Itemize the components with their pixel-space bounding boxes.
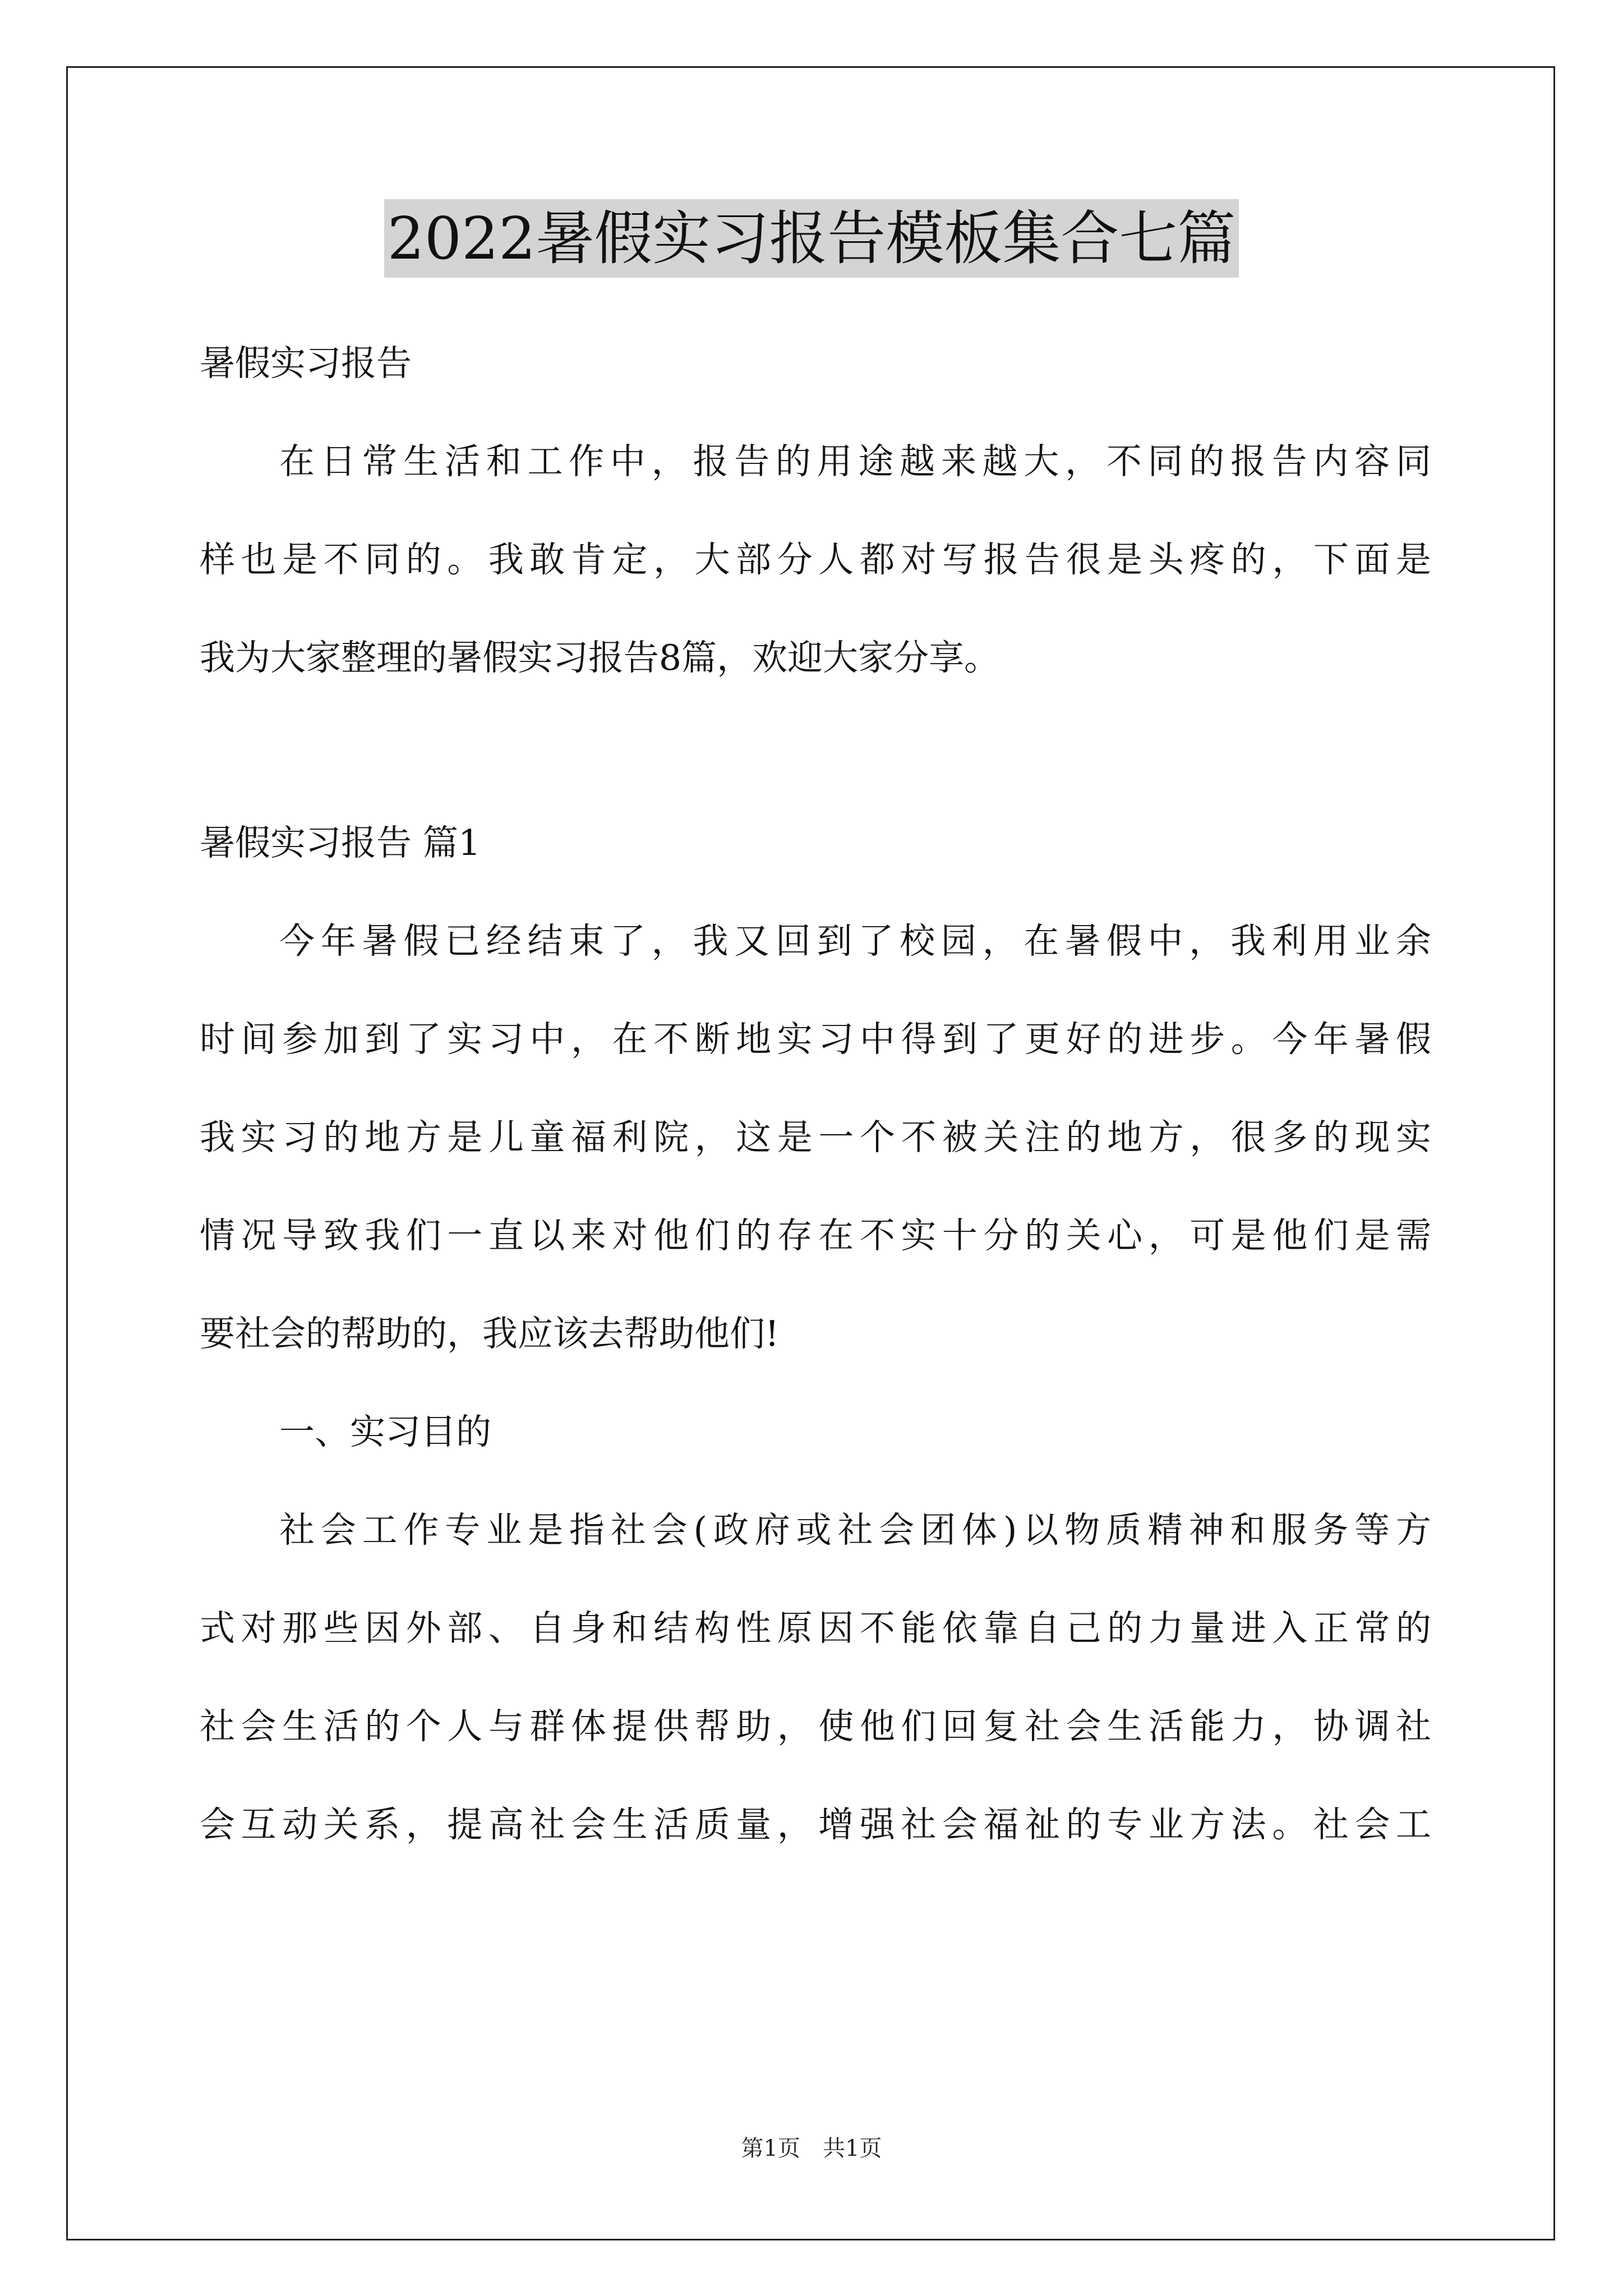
document-title: 2022暑假实习报告模板集合七篇 <box>384 199 1239 278</box>
paragraph-line: 社会工作专业是指社会(政府或社会团体)以物质精神和服务等方 <box>279 1510 1431 1550</box>
paragraph-line: 情况导致我们一直以来对他们的存在不实十分的关心，可是他们是需 <box>200 1215 1431 1256</box>
paragraph-line: 时间参加到了实习中，在不断地实习中得到了更好的进步。今年暑假 <box>200 1019 1431 1060</box>
paragraph-gap <box>200 707 1431 794</box>
intro-line: 我为大家整理的暑假实习报告8篇，欢迎大家分享。 <box>200 637 1000 678</box>
subsection-heading: 一、实习目的 <box>279 1411 491 1452</box>
section-heading: 暑假实习报告 <box>200 343 412 384</box>
paragraph-line: 社会生活的个人与群体提供帮助，使他们回复社会生活能力，协调社 <box>200 1706 1431 1747</box>
paragraph-line: 会互动关系，提高社会生活质量，增强社会福祉的专业方法。社会工 <box>200 1804 1431 1845</box>
title-wrap <box>0 199 1623 278</box>
intro-line: 在日常生活和工作中，报告的用途越来越大，不同的报告内容同 <box>279 441 1431 482</box>
paragraph-line: 我实习的地方是儿童福利院，这是一个不被关注的地方，很多的现实 <box>200 1117 1431 1158</box>
paragraph-line: 式对那些因外部、自身和结构性原因不能依靠自己的力量进入正常的 <box>200 1608 1431 1649</box>
document-body <box>200 314 1431 1874</box>
intro-line: 样也是不同的。我敢肯定，大部分人都对写报告很是头疼的，下面是 <box>200 539 1431 580</box>
section-heading: 暑假实习报告 篇1 <box>200 822 481 863</box>
paragraph-line: 要社会的帮助的，我应该去帮助他们! <box>200 1313 780 1354</box>
page-footer: 第1页 共1页 <box>741 2136 882 2161</box>
paragraph-line: 今年暑假已经结束了，我又回到了校园，在暑假中，我利用业余 <box>279 921 1431 961</box>
